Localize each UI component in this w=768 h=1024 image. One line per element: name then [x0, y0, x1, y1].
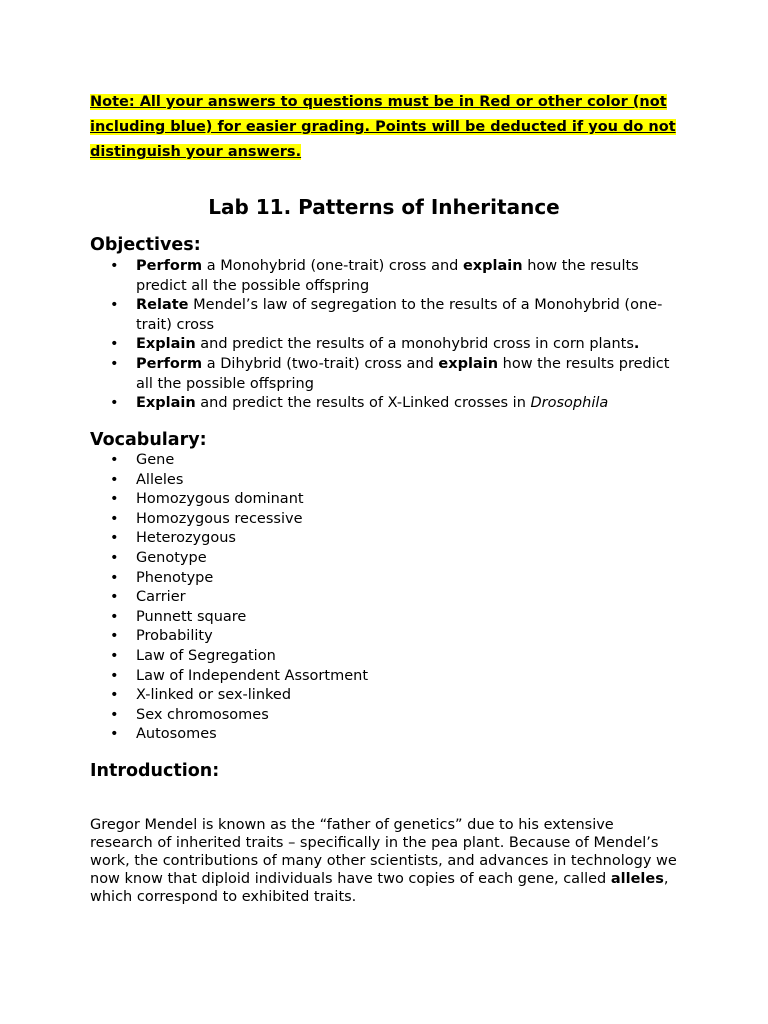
vocabulary-item [90, 686, 676, 706]
objective-verb: Explain [136, 336, 196, 353]
objective-item [90, 355, 676, 394]
objective-text: a Monohybrid (one-trait) cross and [202, 258, 463, 274]
vocabulary-term: Carrier [136, 589, 186, 606]
vocabulary-item [90, 569, 676, 589]
objective-period: . [633, 336, 640, 353]
objective-verb: explain [438, 355, 499, 372]
bullet-icon: • [110, 491, 119, 508]
vocabulary-item [90, 529, 676, 549]
vocabulary-item [90, 549, 676, 569]
objective-text: a Dihybrid (two-trait) cross and [202, 355, 439, 372]
introduction-heading: Introduction: [90, 761, 220, 781]
objectives-heading: Objectives: [90, 235, 201, 255]
vocabulary-term: Autosomes [136, 726, 217, 743]
document-title: Lab 11. Patterns of Inheritance [208, 195, 560, 219]
bullet-icon: • [110, 569, 119, 586]
vocabulary-item [90, 510, 676, 530]
bullet-icon: • [110, 726, 119, 743]
objective-text: Mendel’s law of segregation to the results of a Monohybrid (one-trait) cross [136, 297, 663, 333]
objective-text: how the results predict all the possible offspring [136, 258, 639, 294]
vocabulary-item [90, 490, 676, 510]
introduction-text: Gregor Mendel is known as the “father of genetics” due to his extensive research of inherited traits – specifically in the pea plant. Because of Mendel’s work, the contributions of many other scientists, and advances in technology we now know that diploid individuals have two copies of each gene, called [90, 816, 677, 888]
introduction-text: , which correspond to exhibited traits. [90, 871, 669, 906]
grading-note [90, 90, 690, 165]
objective-verb: Explain [136, 395, 196, 412]
vocabulary-term: Law of Segregation [136, 647, 276, 664]
grading-note-line: Note: All your answers to questions must be in Red or other color (not [90, 94, 667, 110]
vocabulary-term: Sex chromosomes [136, 706, 269, 723]
vocabulary-term: Phenotype [136, 569, 214, 586]
grading-note-line: including blue) for easier grading. Points will be deducted if you do not [90, 119, 676, 135]
bullet-icon: • [110, 549, 119, 566]
vocabulary-term: Genotype [136, 549, 207, 566]
bullet-icon: • [110, 667, 119, 684]
bullet-icon: • [110, 628, 119, 645]
bullet-icon: • [110, 336, 119, 353]
grading-note-line: distinguish your answers. [90, 144, 302, 160]
vocabulary-term: Alleles [136, 471, 184, 488]
bullet-icon: • [110, 355, 119, 372]
vocabulary-term: Homozygous recessive [136, 510, 303, 527]
vocabulary-list [90, 451, 676, 745]
bullet-icon: • [110, 530, 119, 547]
bullet-icon: • [110, 471, 119, 488]
vocabulary-term: Homozygous dominant [136, 491, 304, 508]
vocabulary-term: Heterozygous [136, 530, 236, 547]
vocabulary-term: Gene [136, 452, 175, 468]
vocabulary-term: Punnett square [136, 608, 247, 625]
vocabulary-term: Law of Independent Assortment [136, 667, 368, 684]
introduction-paragraph [90, 816, 680, 907]
objective-item [90, 257, 676, 296]
vocabulary-item [90, 706, 676, 726]
bullet-icon: • [110, 706, 119, 723]
bullet-icon: • [110, 395, 119, 412]
objective-verb: explain [462, 258, 523, 274]
objective-verb: Relate [136, 297, 189, 314]
objective-item [90, 394, 676, 414]
objective-item [90, 296, 676, 335]
objective-text: and predict the results of a monohybrid cross in corn plants [195, 336, 634, 353]
vocabulary-item [90, 588, 676, 608]
objective-italic-term: Drosophila [530, 395, 609, 412]
bullet-icon: • [110, 608, 119, 625]
vocabulary-item [90, 647, 676, 667]
vocabulary-heading: Vocabulary: [90, 430, 207, 450]
vocabulary-item [90, 451, 676, 471]
vocabulary-term: X-linked or sex-linked [136, 687, 292, 704]
objective-item [90, 335, 676, 355]
bullet-icon: • [110, 452, 119, 468]
introduction-bold-term: alleles [610, 871, 664, 888]
bullet-icon: • [110, 297, 119, 314]
bullet-icon: • [110, 647, 119, 664]
vocabulary-item [90, 667, 676, 687]
vocabulary-term: Probability [136, 628, 213, 645]
vocabulary-item [90, 725, 676, 745]
bullet-icon: • [110, 510, 119, 527]
objective-verb: Perform [136, 355, 203, 372]
objective-verb: Perform [136, 258, 203, 274]
bullet-icon: • [110, 258, 119, 274]
vocabulary-item [90, 471, 676, 491]
objective-text: how the results predict all the possible offspring [136, 355, 670, 392]
bullet-icon: • [110, 687, 119, 704]
bullet-icon: • [110, 589, 119, 606]
vocabulary-item [90, 627, 676, 647]
vocabulary-item [90, 608, 676, 628]
objectives-list [90, 257, 676, 414]
objective-text: and predict the results of X-Linked crosses in [195, 395, 531, 412]
